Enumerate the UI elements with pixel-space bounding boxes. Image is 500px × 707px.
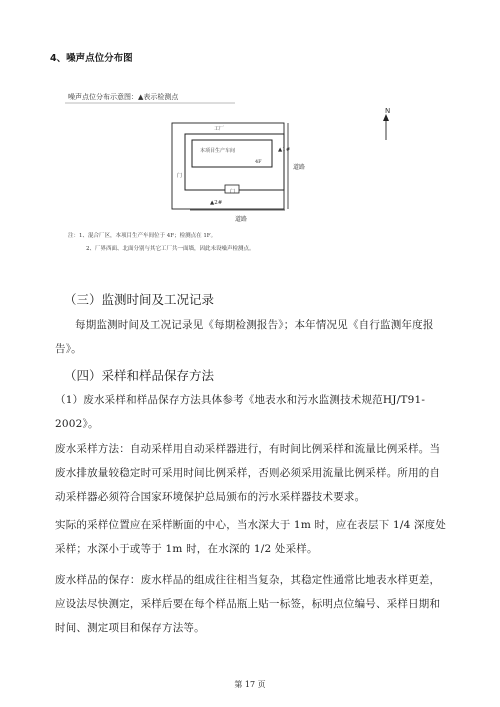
section-3-paragraph: 每期监测时间及工况记录见《每期检测报告》；本年情况见《自行监测年度报告》。: [55, 319, 434, 355]
diagram-title: 噪声点位分布示意图：▲表示检测点: [68, 93, 179, 101]
diagram-drawing: [60, 88, 460, 268]
east-road-label: 道路: [293, 164, 306, 171]
diagram-note-2: 2、厂界西面、北面分别与其它工厂共一面墙，因此未设噪声检测点。: [86, 246, 255, 252]
section-4-heading: （四）采样和样品保存方法: [64, 368, 215, 383]
section-title: 4、噪声点位分布图: [50, 53, 133, 64]
floor-label: 4F: [255, 159, 262, 165]
west-factory-label: 工厂: [214, 126, 225, 132]
section-4-paragraph-1: （1）废水采样和样品保存方法具体参考《地表水和污水监测技术规范HJ/T91-2002》。: [55, 394, 426, 430]
section-4-paragraph-2: 废水采样方法：自动采样用自动采样器进行，有时间比例采样和流量比例采样。当废水排放量较稳定时可采用时间比例采样，否则必须采用流量比例采样。所用的自动采样器必须符合国家环境保护总局颁布的污水采样器技术要求。: [55, 443, 441, 503]
noise-point-diagram: [60, 88, 460, 268]
west-door-label: 门: [177, 173, 183, 179]
north-arrow-head: [383, 114, 389, 121]
north-label: N: [385, 107, 391, 115]
monitor-point-2: ▲2#: [210, 200, 223, 206]
west-factory-boundary: [172, 123, 284, 209]
section-3-heading: （三）监测时间及工况记录: [64, 292, 215, 307]
south-door-label: 门: [230, 189, 236, 195]
section-4-paragraph-4: 废水样品的保存：废水样品的组成往往相当复杂，其稳定性通常比地表水样更差，应设法尽快测定，采样后要在每个样品瓶上贴一标签，标明点位编号、采样日期和时间、测定项目和保存方法等。: [55, 574, 441, 634]
monitor-point-1: ▲1#: [278, 147, 291, 153]
section-4-paragraph-3: 实际的采样位置应在采样断面的中心，当水深大于 1m 时，应在表层下 1/4 深度处采样；水深小于或等于 1m 时，在水深的 1/2 处采样。: [55, 519, 447, 555]
plant-label: 本项目生产车间: [200, 148, 236, 154]
plant-boundary: [185, 134, 284, 190]
south-road-label: 道路: [235, 216, 248, 223]
diagram-note-1: 注：1、混合厂区，本项目生产车间位于 4F；检测点在 1F。: [68, 233, 217, 239]
page-number: 第 17 页: [234, 680, 266, 689]
